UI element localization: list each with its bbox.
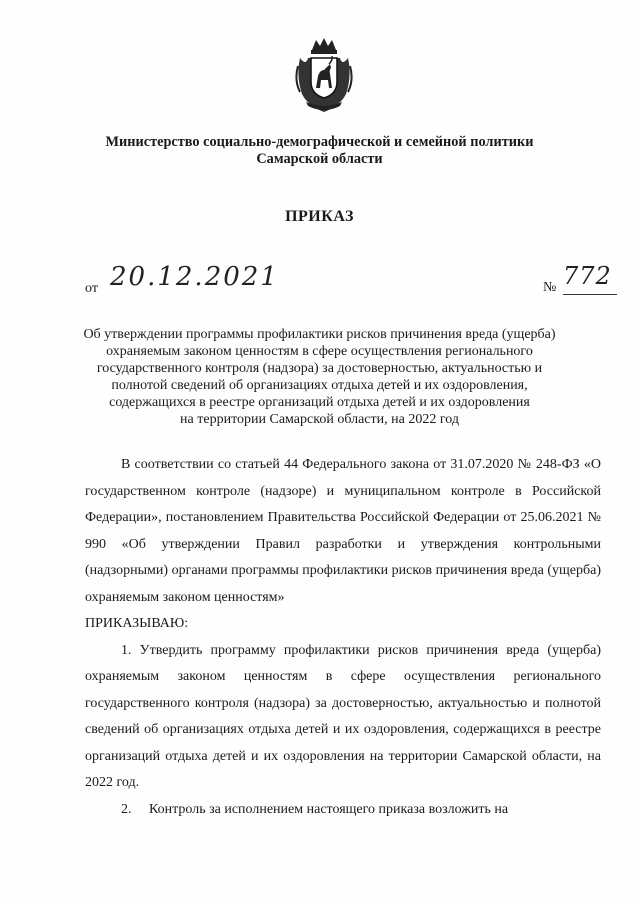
ministry-name — [60, 134, 579, 168]
order-subject — [70, 326, 569, 428]
number-underline — [563, 294, 617, 295]
ministry-line-1: Министерство социально-демографической и семейной политики — [105, 134, 534, 150]
handwritten-number: 772 — [563, 262, 612, 290]
order-item-1: 1. Утвердить программу профилактики рисков причинения вреда (ущерба) охраняемым законом ценностям в сфере осуществления регионального государственного контроля (надзора) за достоверностью, актуальностью и полнотой сведений об организациях отдыха детей и их оздоровления, содержащихся в реестре организаций отдыха детей и их оздоровления на территории Самарской области, на 2022 год. — [85, 642, 601, 790]
subject-line: на территории Самарской области, на 2022 год — [180, 412, 459, 427]
handwritten-date: 20.12.2021 — [110, 262, 279, 292]
number-prefix: № — [543, 280, 557, 295]
ministry-line-2: Самарской области — [256, 151, 383, 167]
date-prefix: от — [85, 281, 98, 296]
subject-line: Об утверждении программы профилактики рисков причинения вреда (ущерба) — [83, 327, 556, 342]
order-word: ПРИКАЗЫВАЮ: — [85, 616, 189, 631]
preamble-paragraph: В соответствии со статьей 44 Федерального закона от 31.07.2020 № 248-ФЗ «О государственном контроле (надзоре) и муниципальном контроле в Российской Федерации», постановлением Правительства Российской Федерации от 25.06.2021 № 990 «Об утверждении Правил разработки и утверждения контрольными (надзорными) органами программы профилактики рисков причинения вреда (ущерба) охраняемым законом ценностям» — [85, 457, 601, 605]
coat-of-arms-icon — [294, 36, 354, 114]
subject-line: полнотой сведений об организациях отдыха детей и их оздоровления, — [111, 378, 528, 393]
order-body — [85, 452, 601, 823]
subject-line: государственного контроля (надзора) за достоверностью, актуальностью и — [96, 361, 543, 376]
order-item-2: 2. Контроль за исполнением настоящего приказа возложить на — [121, 801, 509, 817]
subject-line: охраняемым законом ценностям в сфере осуществления регионального — [106, 344, 533, 359]
subject-line: содержащихся в реестре организаций отдыха детей и их оздоровления — [109, 395, 530, 410]
document-title: ПРИКАЗ — [285, 208, 354, 225]
